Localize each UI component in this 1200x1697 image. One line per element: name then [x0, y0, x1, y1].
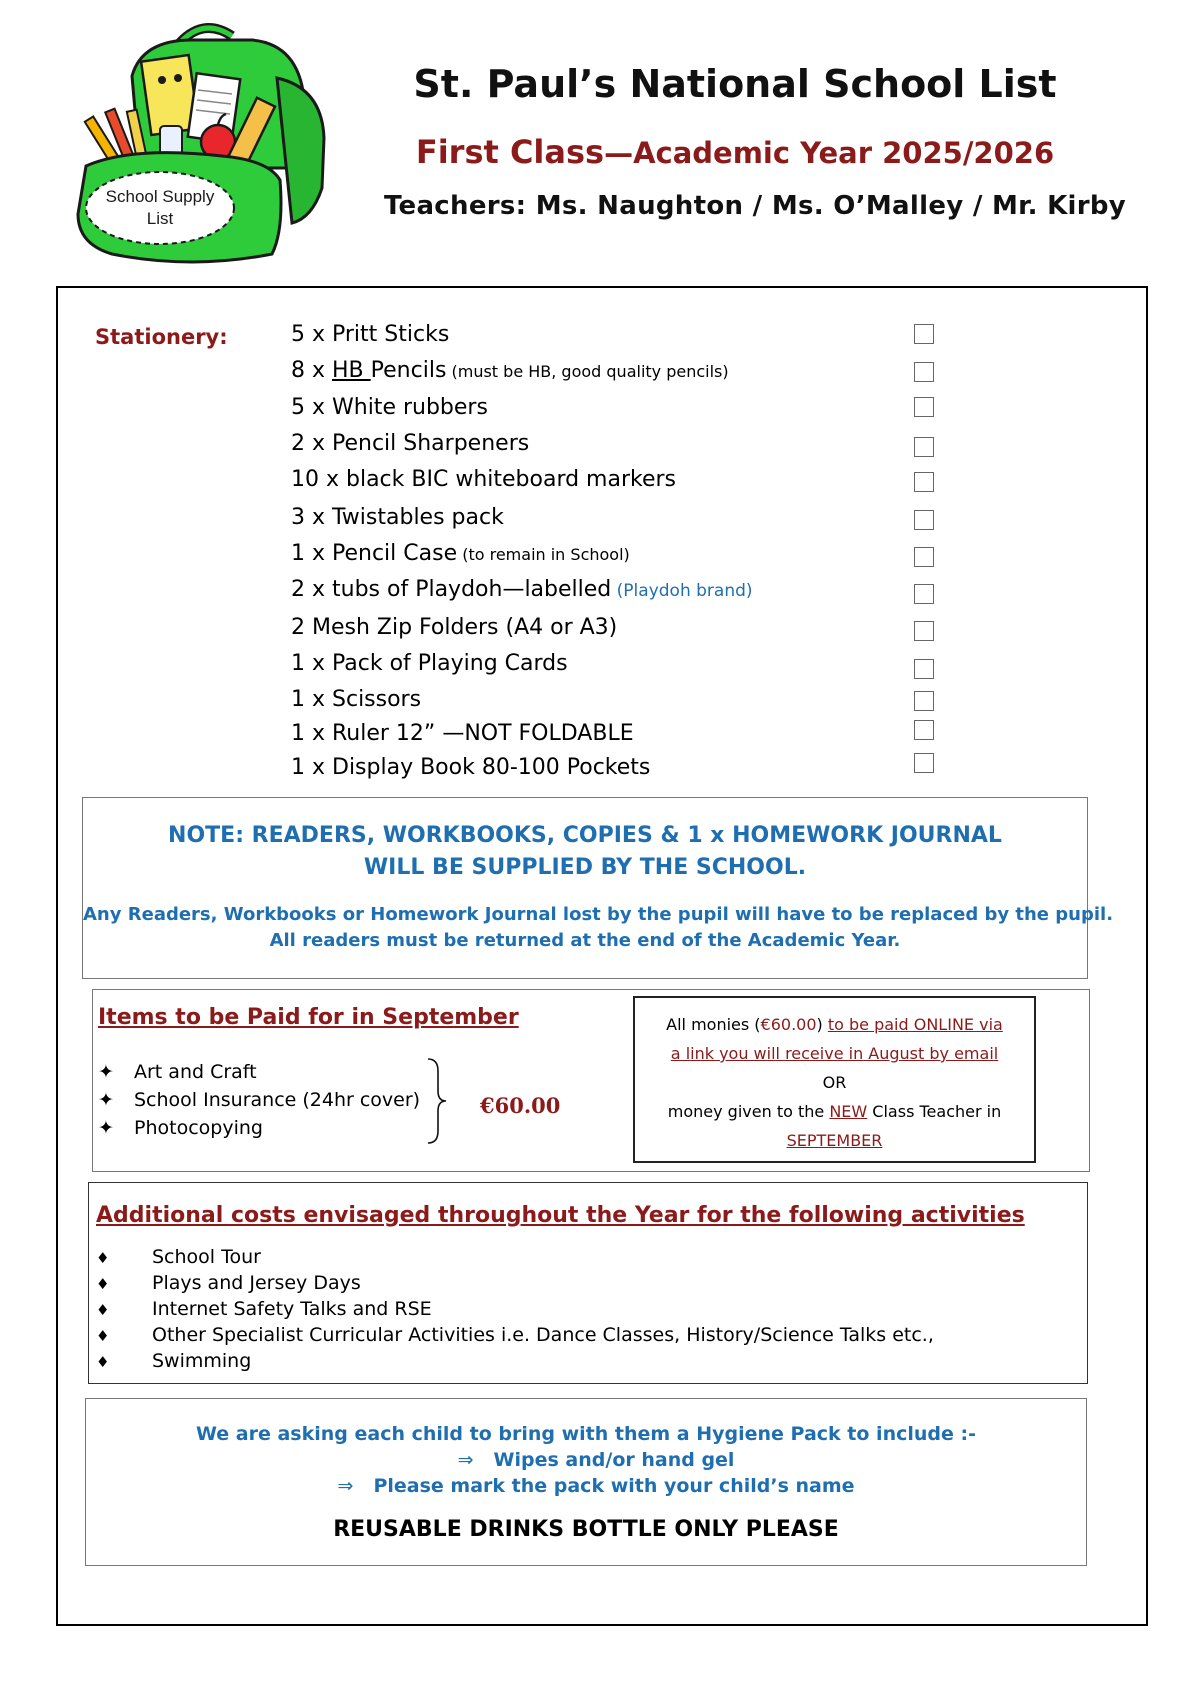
checkbox-hb-pencils[interactable] — [914, 362, 934, 382]
checkbox-whiteboard-markers[interactable] — [914, 472, 934, 492]
list-item: 5 x White rubbers — [291, 395, 488, 420]
hygiene-pack-box — [85, 1398, 1087, 1566]
note-line-1: NOTE: READERS, WORKBOOKS, COPIES & 1 x HOMEWORK JOURNAL — [168, 823, 1002, 848]
list-item: 2 x tubs of Playdoh—labelled (Playdoh brand) — [291, 577, 753, 602]
list-item: 10 x black BIC whiteboard markers — [291, 467, 677, 492]
diamond-bullet-icon: ♦ — [96, 1301, 110, 1319]
list-item: 1 x Pencil Case (to remain in School) — [291, 541, 630, 566]
diamond-bullet-icon: ♦ — [96, 1275, 110, 1293]
checkbox-pritt-sticks[interactable] — [914, 324, 934, 344]
additional-item: ♦ Swimming — [96, 1350, 252, 1372]
list-item: 2 x Pencil Sharpeners — [291, 431, 530, 456]
hygiene-line-2: ⇒ Wipes and/or hand gel — [86, 1449, 1086, 1471]
note-line-2: WILL BE SUPPLIED BY THE SCHOOL. — [363, 855, 807, 880]
svg-text:List: List — [146, 209, 174, 228]
school-title: St. Paul’s National School List — [413, 62, 1057, 106]
additional-item: ♦ Other Specialist Curricular Activities i.e. Dance Classes, History/Science Talks etc., — [96, 1324, 934, 1346]
note-line-3: Any Readers, Workbooks or Homework Journal lost by the pupil will have to be replaced by the pupil. — [83, 904, 1114, 925]
teachers-line: Teachers: Ms. Naughton / Ms. O’Malley / Mr. Kirby — [383, 191, 1127, 221]
class-main: First Class — [415, 133, 605, 171]
paid-heading: Items to be Paid for in September — [98, 1005, 519, 1030]
stationery-heading: Stationery: — [95, 325, 228, 349]
paid-item: ✦ Photocopying — [98, 1117, 263, 1139]
diamond-bullet-icon: ♦ — [96, 1249, 110, 1267]
payment-line-3: OR — [822, 1073, 847, 1092]
class-title — [380, 133, 1090, 171]
checkbox-display-book[interactable] — [914, 753, 934, 773]
payment-line-4: money given to the NEW Class Teacher in — [667, 1102, 1002, 1121]
hygiene-line-1: We are asking each child to bring with them a Hygiene Pack to include :- — [196, 1423, 976, 1445]
additional-item: ♦ Internet Safety Talks and RSE — [96, 1298, 432, 1320]
star-bullet-icon: ✦ — [98, 1061, 114, 1083]
list-item: 1 x Scissors — [291, 687, 422, 712]
school-supply-backpack-logo — [72, 18, 334, 274]
hygiene-line-3: ⇒ Please mark the pack with your child’s name — [86, 1475, 1086, 1497]
list-item: 2 Mesh Zip Folders (A4 or A3) — [291, 615, 618, 640]
paid-item: ✦ School Insurance (24hr cover) — [98, 1089, 421, 1111]
checkbox-twistables[interactable] — [914, 510, 934, 530]
checkbox-ruler[interactable] — [914, 720, 934, 740]
payment-info-box — [633, 996, 1036, 1163]
list-item: 8 x HB Pencils (must be HB, good quality pencils) — [291, 358, 729, 383]
checkbox-scissors[interactable] — [914, 691, 934, 711]
star-bullet-icon: ✦ — [98, 1117, 114, 1139]
list-item: 1 x Pack of Playing Cards — [291, 651, 568, 676]
payment-line-2: a link you will receive in August by email — [670, 1044, 999, 1063]
list-item: 1 x Ruler 12” —NOT FOLDABLE — [291, 721, 634, 746]
additional-item: ♦ Plays and Jersey Days — [96, 1272, 361, 1294]
checkbox-playing-cards[interactable] — [914, 659, 934, 679]
checkbox-mesh-folders[interactable] — [914, 621, 934, 641]
list-item: 3 x Twistables pack — [291, 505, 504, 530]
additional-heading: Additional costs envisaged throughout the Year for the following activities — [96, 1203, 1025, 1228]
payment-line-1: All monies (€60.00) to be paid ONLINE via — [666, 1015, 1003, 1034]
diamond-bullet-icon: ♦ — [96, 1353, 110, 1371]
additional-item: ♦ School Tour — [96, 1246, 261, 1268]
note-line-4: All readers must be returned at the end of the Academic Year. — [269, 930, 901, 951]
checkbox-pencil-sharpeners[interactable] — [914, 437, 934, 457]
paid-item: ✦ Art and Craft — [98, 1061, 257, 1083]
online-payment-link[interactable]: to be paid ONLINE via — [827, 1015, 1003, 1034]
paid-total: €60.00 — [480, 1093, 561, 1118]
list-item: 1 x Display Book 80-100 Pockets — [291, 755, 651, 780]
drinks-bottle-note: REUSABLE DRINKS BOTTLE ONLY PLEASE — [333, 1517, 839, 1542]
arrow-right-icon: ⇒ — [457, 1449, 474, 1471]
star-bullet-icon: ✦ — [98, 1089, 114, 1111]
diamond-bullet-icon: ♦ — [96, 1327, 110, 1345]
arrow-right-icon: ⇒ — [337, 1475, 354, 1497]
brace-icon — [426, 1057, 448, 1145]
checkbox-pencil-case[interactable] — [914, 547, 934, 567]
list-item: 5 x Pritt Sticks — [291, 322, 450, 347]
payment-line-5: SEPTEMBER — [786, 1131, 883, 1150]
svg-text:School Supply: School Supply — [105, 187, 215, 206]
checkbox-playdoh[interactable] — [914, 584, 934, 604]
checkbox-white-rubbers[interactable] — [914, 397, 934, 417]
supplied-by-school-note — [82, 797, 1114, 979]
academic-year: —Academic Year 2025/2026 — [604, 136, 1055, 170]
